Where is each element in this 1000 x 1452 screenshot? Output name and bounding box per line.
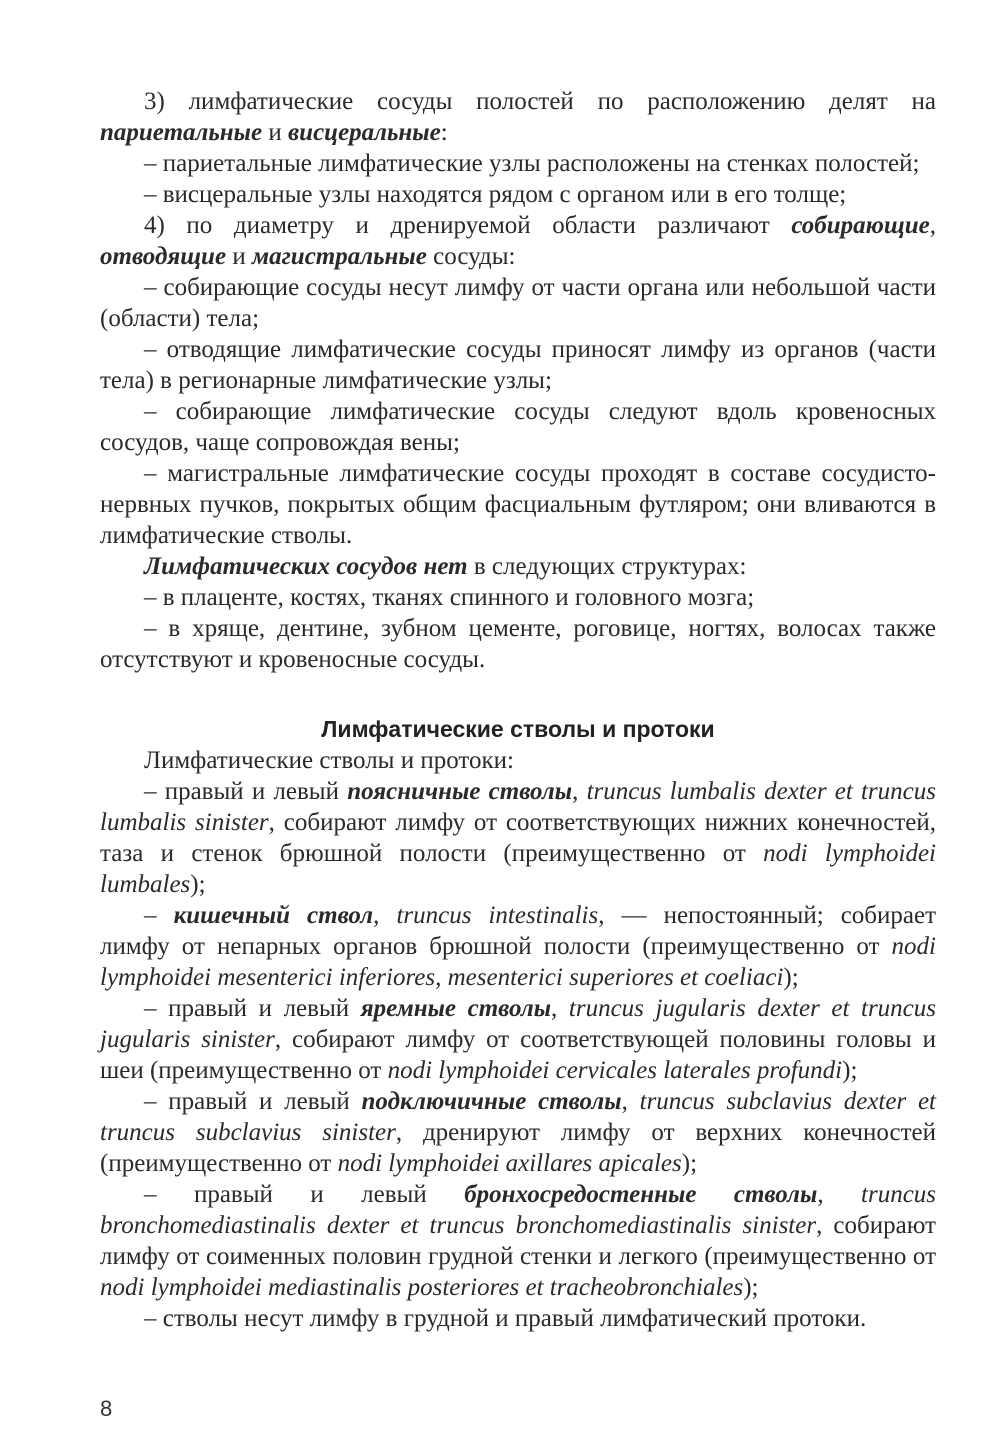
paragraph-collecting-along-veins: – собирающие лимфатические сосуды следуют вдоль кровеносных сосудов, чаще сопровождая вены;: [100, 398, 936, 456]
page-content: [100, 86, 936, 1334]
text: и: [262, 119, 288, 146]
paragraph-cavity-vessels: [100, 86, 936, 148]
latin-term: truncus bronchomediastinalis dexter et truncus bronchomediastinalis sinister: [100, 1181, 937, 1239]
term-visceral: висцеральные: [288, 119, 441, 146]
text: , дренируют лимфу от верхних конечностей (преимущественно от: [100, 1119, 936, 1177]
paragraph-intestinal-trunk: [100, 900, 936, 993]
term-jugular-trunks: яремные стволы: [360, 995, 552, 1022]
term-intestinal-trunk: кишечный ствол: [173, 902, 374, 929]
term-subclavian-trunks: подключичные стволы: [361, 1088, 622, 1115]
section-heading: Лимфатические стволы и протоки: [321, 716, 715, 742]
paragraph-visceral-nodes: – висцеральные узлы находятся рядом с органом или в его толще;: [144, 181, 847, 208]
text: 3) лимфатические сосуды полостей по расположению делят на: [144, 88, 936, 115]
text: , — непостоянный; собирает лимфу от непарных органов брюшной полости (преимущественно от: [100, 902, 937, 960]
paragraph-bronchomediastinal-trunks: [100, 1179, 936, 1303]
paragraph-collecting-vessels: – собирающие сосуды несут лимфу от части органа или небольшой части (области) тела;: [100, 274, 936, 332]
latin-term: nodi lymphoidei lumbales: [100, 840, 936, 898]
text: , собирают лимфу от соответствующей половины головы и шеи (преимущественно от: [100, 1026, 936, 1084]
text: – правый и левый: [144, 1088, 362, 1115]
term-no-vessels: Лимфатических сосудов нет: [144, 553, 468, 580]
term-parietal: париетальные: [100, 119, 263, 146]
text: 4) по диаметру и дренируемой области различают: [144, 212, 792, 239]
latin-term: nodi lymphoidei mediastinalis posteriores et tracheobronchiales: [100, 1274, 744, 1301]
paragraph-intro: Лимфатические стволы и протоки:: [144, 747, 514, 774]
text: );: [743, 1274, 759, 1301]
text: );: [681, 1150, 698, 1177]
text: – правый и левый: [144, 778, 348, 805]
paragraph-diameter: [100, 210, 936, 272]
latin-term: truncus jugularis dexter et truncus jugularis sinister: [100, 995, 937, 1053]
text: :: [440, 119, 448, 146]
text: ,: [373, 902, 397, 929]
text: ,: [572, 778, 587, 805]
paragraph-parietal-nodes: – париетальные лимфатические узлы расположены на стенках полостей;: [144, 150, 920, 177]
text: – правый и левый: [144, 995, 361, 1022]
paragraph-cartilage: – в хряще, дентине, зубном цементе, роговице, ногтях, волосах также отсутствуют и кровеносные сосуды.: [100, 615, 936, 673]
text: ,: [817, 1181, 862, 1208]
term-efferent: отводящие: [100, 243, 227, 270]
text: и: [226, 243, 252, 270]
text: ,: [929, 212, 936, 239]
text: );: [842, 1057, 858, 1084]
latin-term: truncus lumbalis dexter et truncus lumbalis sinister: [100, 778, 936, 836]
term-collecting: собирающие: [791, 212, 930, 239]
text: );: [190, 871, 206, 898]
text: – правый и левый: [144, 1181, 465, 1208]
latin-term: truncus subclavius dexter et truncus subclavius sinister: [100, 1088, 937, 1146]
text: , собирают лимфу от соименных половин грудной стенки и легкого (преимущественно от: [100, 1212, 936, 1270]
latin-term: truncus intestinalis: [396, 902, 599, 929]
paragraph-placenta: – в плаценте, костях, тканях спинного и головного мозга;: [144, 584, 755, 611]
term-bronchomediastinal-trunks: бронхосредостенные стволы: [464, 1181, 818, 1208]
latin-term: nodi lymphoidei cervicales laterales profundi: [387, 1057, 843, 1084]
paragraph-subclavian-trunks: [100, 1086, 936, 1179]
text: ,: [551, 995, 569, 1022]
paragraph-main-vessels: – магистральные лимфатические сосуды проходят в составе сосудисто-нервных пучков, покрытых общим фасциальным футляром; они вливаются в лимфатические стволы.: [100, 460, 936, 549]
text: в следующих структурах:: [467, 553, 747, 580]
term-lumbar-trunks: поясничные стволы: [347, 778, 573, 805]
latin-term: nodi lymphoidei axillares apicales: [337, 1150, 682, 1177]
paragraph-no-vessels: [100, 551, 936, 582]
paragraph-efferent-vessels: – отводящие лимфатические сосуды приносят лимфу из органов (части тела) в регионарные лимфатические узлы;: [100, 336, 936, 394]
text: , собирают лимфу от соответствующих нижних конечностей, таза и стенок брюшной полости (преимущественно от: [100, 809, 937, 867]
paragraph-trunks-final: – стволы несут лимфу в грудной и правый лимфатический протоки.: [144, 1305, 867, 1332]
paragraph-lumbar-trunks: [100, 776, 936, 900]
page-number: 8: [100, 1396, 113, 1421]
text: –: [144, 902, 174, 929]
text: ,: [621, 1088, 640, 1115]
paragraph-jugular-trunks: [100, 993, 936, 1086]
text: );: [783, 964, 799, 991]
text: сосуды:: [426, 243, 516, 270]
term-main: магистральные: [251, 243, 427, 270]
latin-term: nodi lymphoidei mesenterici inferiores, mesenterici superiores et coeliaci: [100, 933, 936, 991]
